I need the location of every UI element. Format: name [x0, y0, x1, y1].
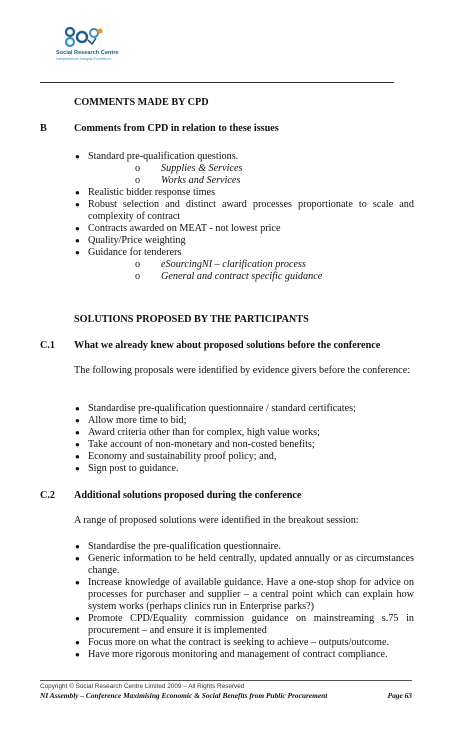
subsection-heading-text: What we already knew about proposed solutions before the conference	[74, 340, 381, 351]
bullet-icon: ●	[75, 404, 80, 413]
bullet-icon: ●	[75, 452, 80, 461]
footer-document-title: NI Assembly – Conference Maximising Economic & Social Benefits from Public Procurement	[40, 691, 328, 700]
list-item: ● Guidance for tenderers o eSourcingNI – clarification process o General and contract specific guidance	[74, 247, 414, 283]
list-item: ● Promote CPD/Equality commission guidance on mainstreaming s.75 in procurement – and ensure it is implemented	[75, 613, 414, 636]
list-item: ● Quality/Price weighting	[75, 235, 186, 246]
paragraph: The following proposals were identified by evidence givers before the conference:	[74, 365, 411, 376]
sub-list-item: o Supplies & Services	[135, 163, 243, 174]
sub-list-item: o General and contract specific guidance	[135, 271, 323, 282]
bullet-icon: ●	[75, 188, 80, 197]
list-item: ● Take account of non-monetary and non-costed benefits;	[75, 439, 315, 450]
bullet-icon: ●	[75, 542, 80, 551]
subsection-heading-c1	[40, 340, 380, 352]
subsection-heading-b	[40, 123, 279, 135]
bullet-icon: ●	[75, 650, 80, 659]
subsection-heading-text: Additional solutions proposed during the conference	[74, 490, 302, 501]
sub-bullet-icon: o	[135, 271, 141, 282]
subsection-number: C.2	[40, 490, 55, 501]
bullet-icon: ●	[75, 200, 80, 209]
list-item: ● Award criteria other than for complex, high value works;	[75, 427, 320, 438]
sub-bullet-icon: o	[135, 175, 141, 186]
bullet-icon: ●	[75, 614, 80, 623]
list-item: ● Contracts awarded on MEAT - not lowest price	[75, 223, 281, 234]
footer-copyright: Copyright © Social Research Centre Limited 2009 – All Rights Reserved	[40, 683, 245, 690]
list-item: ● Standard pre-qualification questions. o Supplies & Services o Works and Services	[74, 151, 414, 187]
subsection-heading-text: Comments from CPD in relation to these issues	[74, 123, 279, 134]
logo-org-name: Social Research Centre	[56, 50, 119, 56]
list-item: ● Focus more on what the contract is seeking to achieve – outputs/outcome.	[75, 637, 390, 648]
list-item: ● Realistic bidder response times	[75, 187, 216, 198]
subsection-heading-c2	[40, 490, 301, 502]
bullet-icon: ●	[75, 578, 80, 587]
list-item: ● Robust selection and distinct award processes proportionate to scale and complexity of contract	[75, 199, 414, 222]
subsection-number: C.1	[40, 340, 55, 351]
list-item: ● Standardise pre-qualification questionnaire / standard certificates;	[75, 403, 356, 414]
list-item: ● Allow more time to bid;	[75, 415, 187, 426]
bullet-icon: ●	[75, 554, 80, 563]
cpd-comments-list	[74, 151, 414, 283]
bullet-icon: ●	[75, 248, 80, 257]
list-item: ● Economy and sustainability proof policy; and,	[75, 451, 277, 462]
organisation-logo	[56, 26, 136, 70]
bullet-icon: ●	[75, 224, 80, 233]
list-item: ● Sign post to guidance.	[75, 463, 179, 474]
sub-bullet-icon: o	[135, 163, 141, 174]
conference-solutions-list	[74, 541, 414, 661]
sub-list	[88, 163, 414, 187]
sub-list-item: o eSourcingNI – clarification process	[135, 259, 306, 270]
bullet-icon: ●	[75, 236, 80, 245]
logo-tagline: Independence Integrity Excellence	[56, 57, 111, 61]
list-item: ● Generic information to be held centrally, updated annually or as circumstances change.	[75, 553, 414, 576]
list-item: ● Increase knowledge of available guidance. Have a one-stop shop for advice on processes for purchaser and supplier – a central point which can explain how system works (perhaps clinics run in Enterprise parks?)	[75, 577, 414, 612]
list-item: ● Have more rigorous monitoring and management of contract compliance.	[75, 649, 388, 660]
sub-list	[88, 259, 414, 283]
bullet-icon: ●	[75, 416, 80, 425]
prior-solutions-list	[74, 403, 414, 475]
subsection-number: B	[40, 123, 47, 134]
bullet-icon: ●	[75, 152, 80, 161]
bullet-icon: ●	[75, 638, 80, 647]
header-divider	[40, 82, 394, 83]
section-title-solutions: SOLUTIONS PROPOSED BY THE PARTICIPANTS	[74, 314, 309, 325]
bullet-icon: ●	[75, 428, 80, 437]
sub-bullet-icon: o	[135, 259, 141, 270]
list-item: ● Standardise the pre-qualification questionnaire.	[75, 541, 281, 552]
bullet-icon: ●	[75, 440, 80, 449]
page-number: Page 63	[387, 691, 412, 700]
footer-divider	[40, 680, 412, 681]
paragraph: A range of proposed solutions were identified in the breakout session:	[74, 515, 359, 526]
bullet-icon: ●	[75, 464, 80, 473]
sub-list-item: o Works and Services	[135, 175, 241, 186]
logo-mark-icon	[62, 26, 106, 48]
section-title-cpd: COMMENTS MADE BY CPD	[74, 97, 209, 108]
